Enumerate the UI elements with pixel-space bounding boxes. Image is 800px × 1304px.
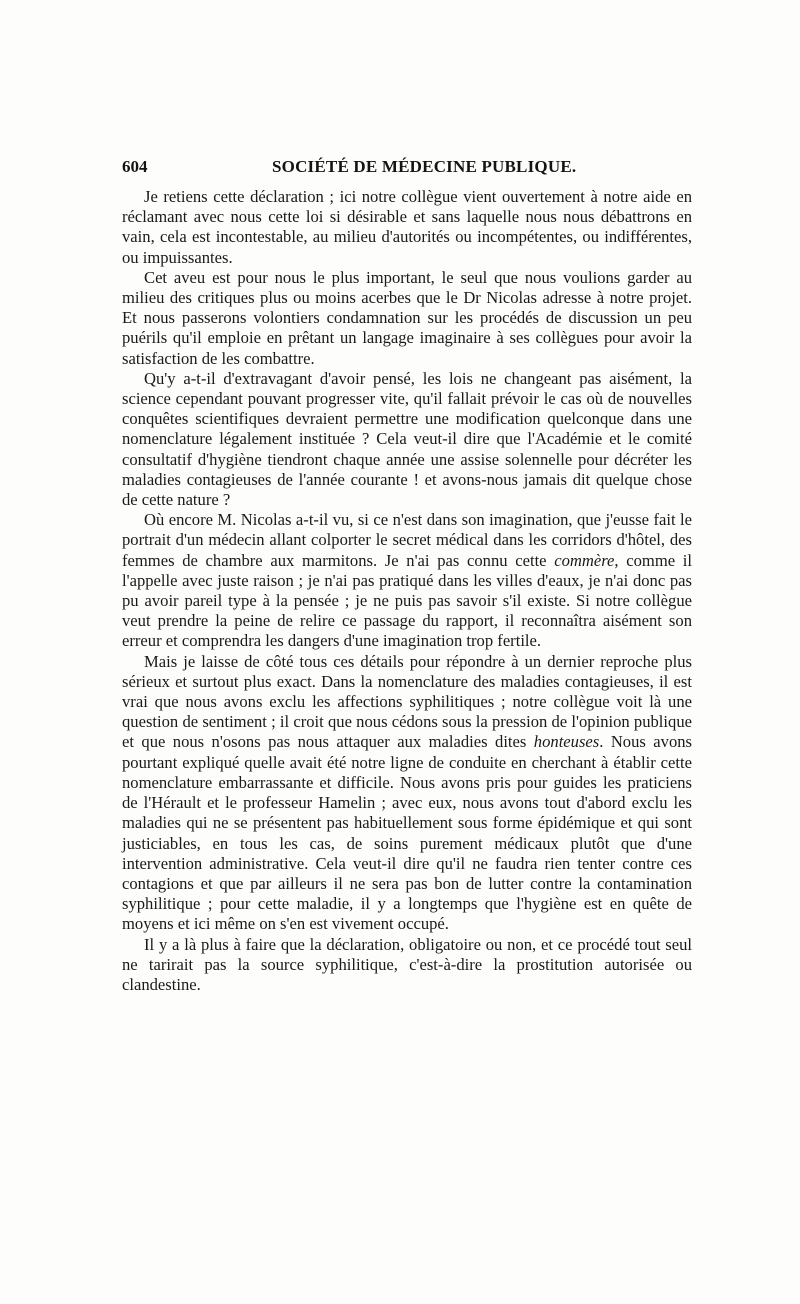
paragraph-commere: [122, 510, 692, 651]
running-title: SOCIÉTÉ DE MÉDECINE PUBLIQUE.: [272, 157, 577, 176]
body-text: [122, 187, 692, 995]
page-number: 604: [122, 157, 148, 176]
paragraph-reproche: [122, 652, 692, 935]
paragraph-aveu: Cet aveu est pour nous le plus important, le seul que nous voulions garder au milieu des critiques plus ou moins acerbes que le Dr Nicolas adresse à notre projet. Et nous passerons volontiers condamnation sur les procédés de discussion un peu puérils qu'il emploie en prêtant un langage imaginaire à ses collègues pour avoir la satisfaction de les combattre.: [122, 267, 692, 368]
emphasis-honteuses: honteuses: [533, 732, 600, 752]
paragraph-declaration: Je retiens cette déclaration ; ici notre collègue vient ouvertement à notre aide en réclamant avec nous cette loi si désirable et sans laquelle nous nous débattrons en vain, cela est incontestable, au milieu d'autorités ou incompétentes, ou indifférentes, ou impuissantes.: [122, 187, 692, 267]
paragraph-commere-text-after: , comme il l'appelle avec juste raison ; je n'ai pas pratiqué dans les villes d'eaux, je n'ai donc pas pu avoir pareil type à la pensée ; je ne puis pas savoir s'il existe. Si notre collègue veut prendre la peine de relire ce passage du rapport, il reconnaîtra aisément son erreur et comprendra les dangers d'une imagination trop fertile.: [122, 550, 692, 651]
paragraph-reproche-text-before: Mais je laisse de côté tous ces détails pour répondre à un dernier reproche plus sérieux et surtout plus exact. Dans la nomenclature des maladies contagieuses, il est vrai que nous avons exclu les affections syphilitiques ; notre collègue voit là une question de sentiment ; il croit que nous cédons sous la pression de l'opinion publique et que nous n'osons pas nous attaquer aux maladies dites: [122, 651, 692, 752]
paragraph-commere-text-before: Où encore M. Nicolas a-t-il vu, si ce n'est dans son imagination, que j'eusse fait le portrait d'un médecin allant colporter le secret médical dans les corridors d'hôtel, des femmes de chambre aux marmitons. Je n'ai pas connu cette: [122, 510, 692, 570]
page-header: [122, 157, 692, 181]
paragraph-prostitution: Il y a là plus à faire que la déclaration, obligatoire ou non, et ce procédé tout seul ne tarirait pas la source syphilitique, c'est-à-dire la prostitution autorisée ou clandestine.: [122, 934, 692, 994]
paragraph-extravagant: Qu'y a-t-il d'extravagant d'avoir pensé, les lois ne changeant pas aisément, la science cependant pouvant progresser vite, qu'il fallait prévoir le cas où de nouvelles conquêtes scientifiques devraient permettre une modification quelconque dans une nomenclature légalement instituée ? Cela veut-il dire que l'Académie et le comité consultatif d'hygiène tiendront chaque année une assise solennelle pour décréter les maladies contagieuses de l'année courante ! et avons-nous jamais dit quelque chose de cette nature ?: [122, 368, 692, 510]
paragraph-reproche-text-after: . Nous avons pourtant expliqué quelle avait été notre ligne de conduite en cherchant à établir cette nomenclature embarrassante et difficile. Nous avons pris pour guides les praticiens de l'Hérault et le professeur Hamelin ; avec eux, nous avons tout d'abord exclu les maladies qui ne se présentent pas habituellement sous forme épidémique et qui sont justiciables, en tous les cas, de soins purement médicaux plutôt que d'une intervention administrative. Cela veut-il dire qu'il ne faudra rien tenter contre ces contagions et que par ailleurs il ne sera pas bon de lutter contre la contamination syphilitique ; pour cette maladie, il y a longtemps que l'hygiène est en quête de moyens et ici même on s'en est vivement occupé.: [122, 732, 692, 934]
emphasis-commere: commère: [554, 550, 615, 570]
